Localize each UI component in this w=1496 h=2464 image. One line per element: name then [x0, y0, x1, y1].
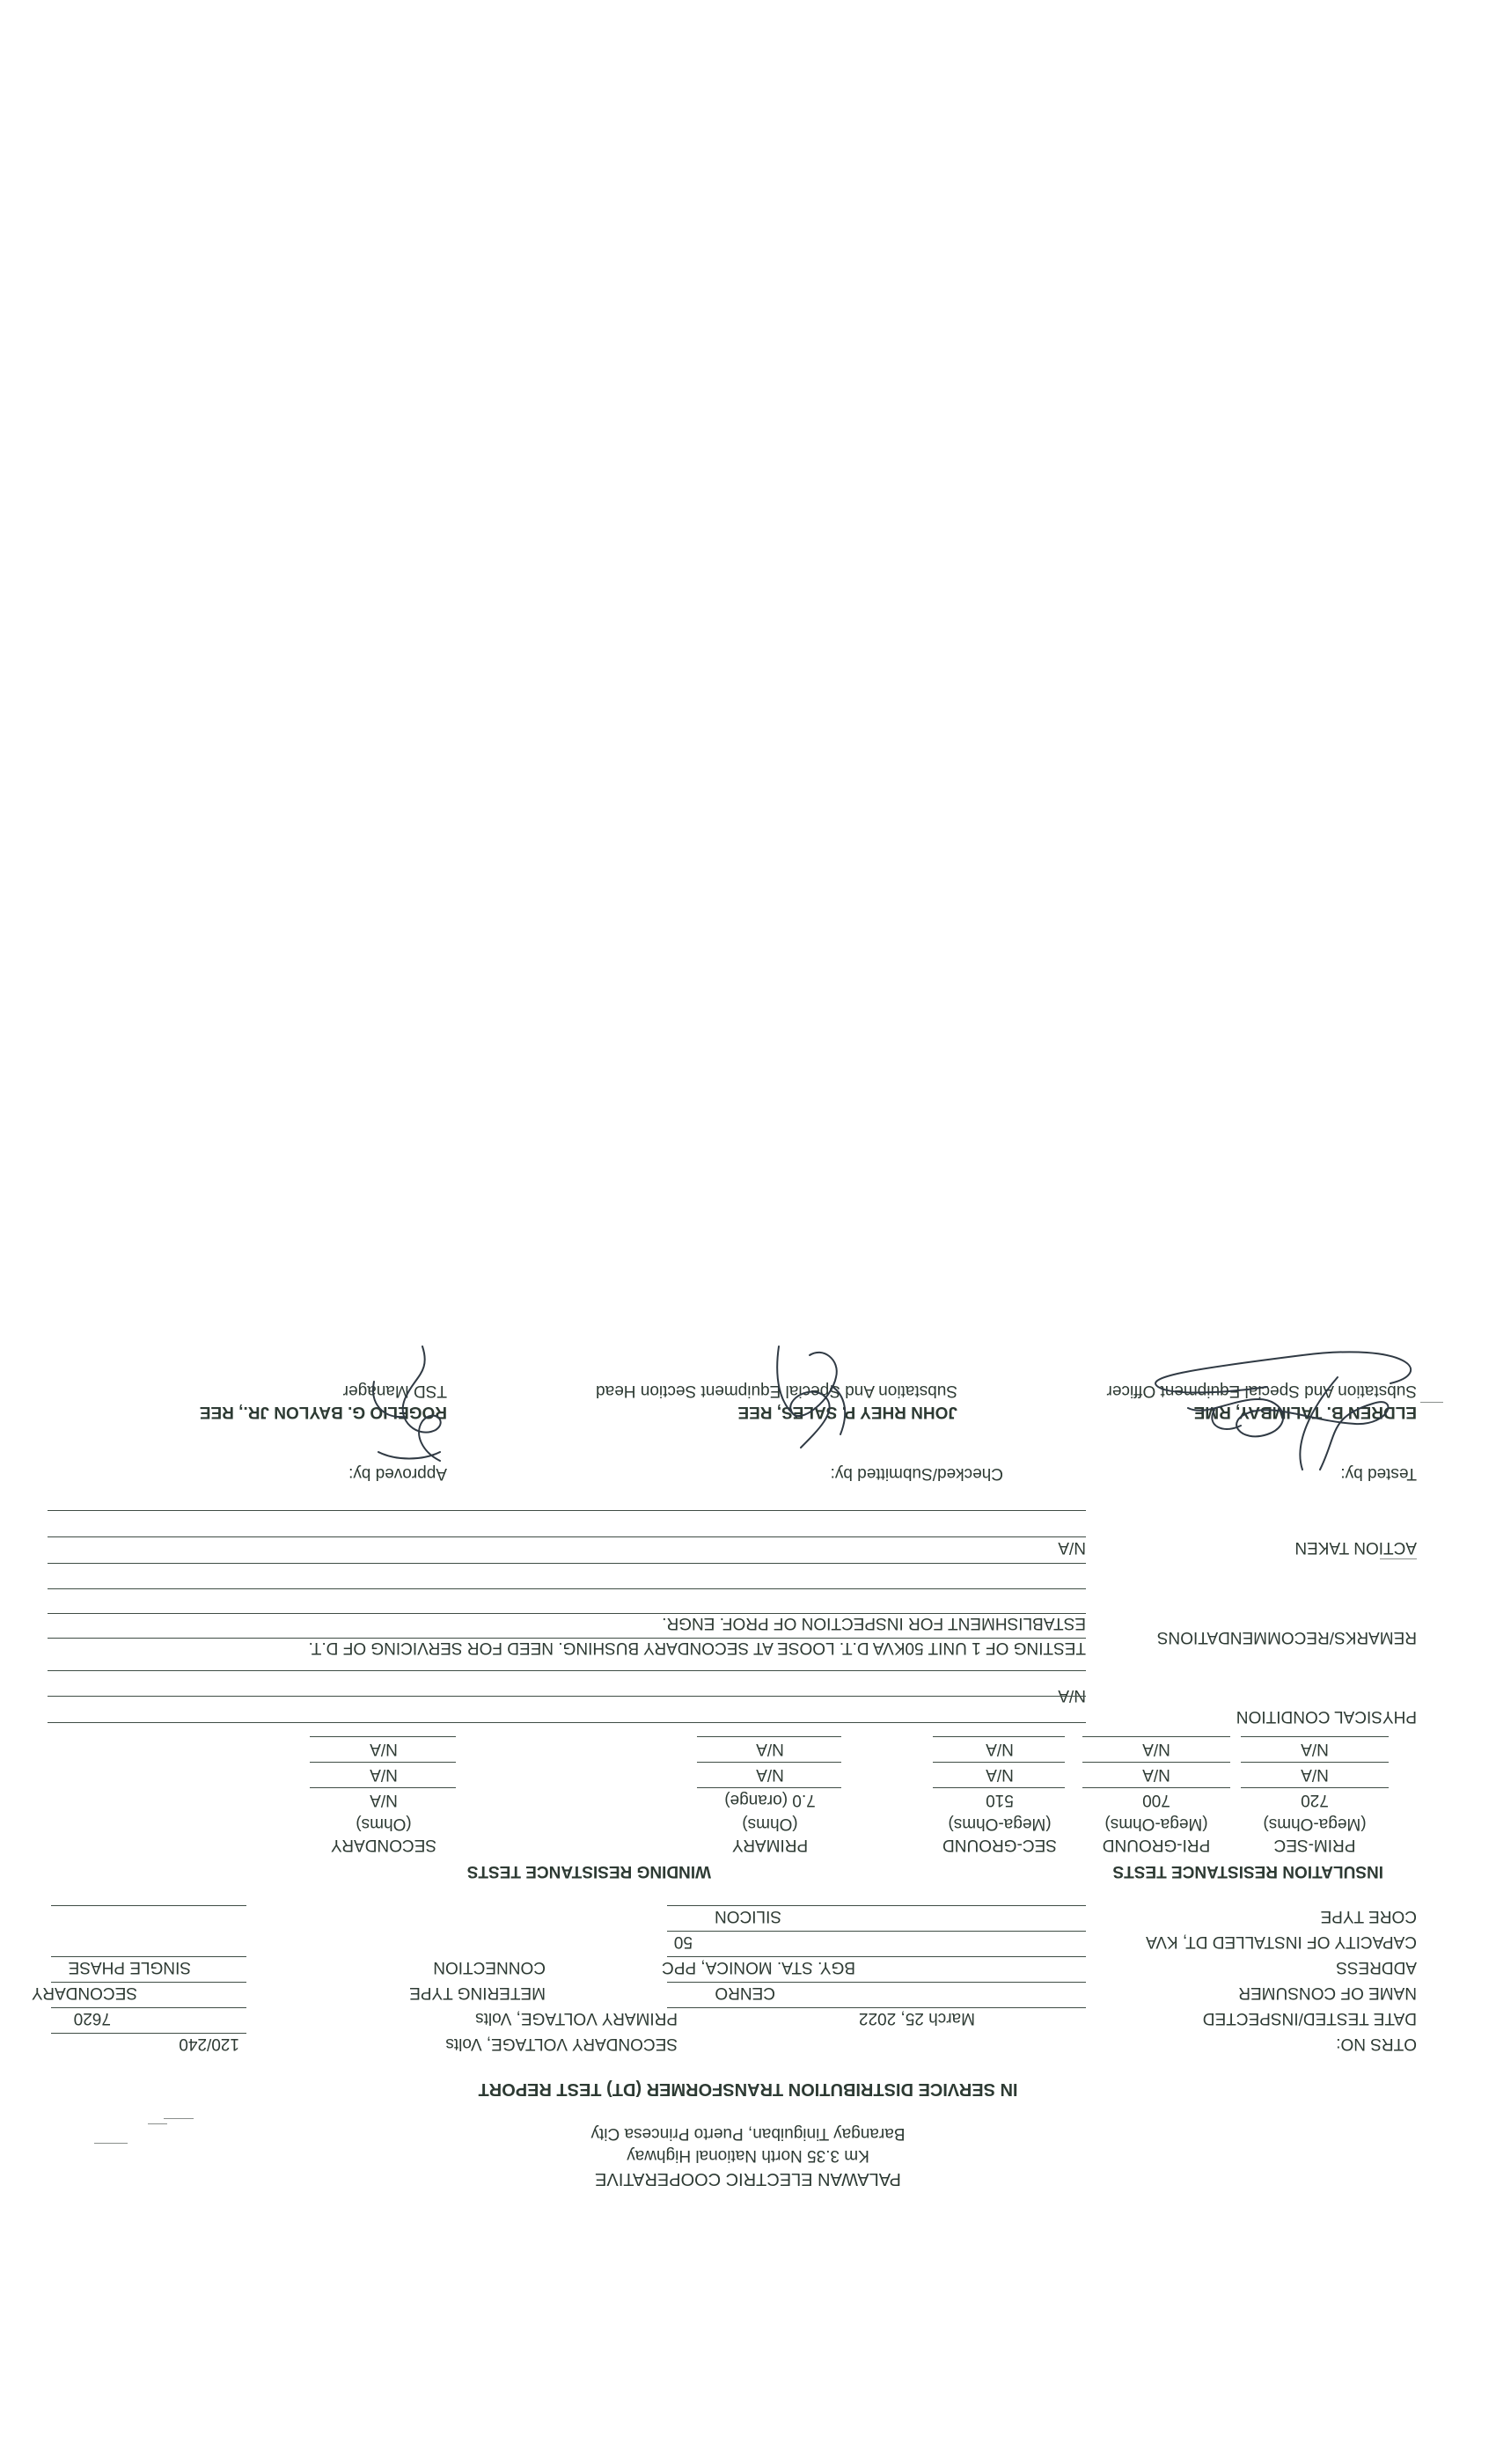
remarks-label: REMARKS/RECOMMENDATIONS [1156, 1628, 1417, 1646]
connection-value: SINGLE PHASE [68, 1958, 191, 1976]
metering-line [51, 1982, 246, 1983]
secondary-voltage-label: SECONDARY VOLTAGE, Volts [445, 2035, 678, 2053]
secondary-voltage-line [51, 2033, 246, 2034]
address-line [667, 1956, 1086, 1957]
ins-col2-line [1082, 1762, 1230, 1763]
physical-line [48, 1670, 1086, 1671]
wind-col1-line [697, 1736, 841, 1737]
ins-col2-value: 700 [1142, 1791, 1170, 1809]
date-line [667, 2007, 1086, 2008]
ins-col2-line [1082, 1787, 1230, 1788]
core-line [667, 1905, 1086, 1906]
capacity-value: 50 [673, 1932, 693, 1951]
ins-col1-unit: (Mega-Ohms) [1263, 1815, 1367, 1833]
action-value: N/A [1058, 1538, 1086, 1557]
scan-mark [148, 2123, 167, 2124]
scan-mark [1420, 1402, 1443, 1403]
wind-col2-line [310, 1736, 456, 1737]
action-label: ACTION TAKEN [1294, 1538, 1417, 1557]
primary-voltage-label: PRIMARY VOLTAGE, Volts [475, 2009, 678, 2028]
date-label: DATE TESTED/INSPECTED [1202, 2009, 1417, 2028]
winding-heading: WINDING RESISTANCE TESTS [466, 1862, 711, 1881]
wind-col2-value: N/A [370, 1791, 398, 1809]
wind-col1-value: N/A [756, 1765, 784, 1784]
ins-col2-line [1082, 1736, 1230, 1737]
wind-col2-unit: (Ohms) [356, 1815, 412, 1833]
ins-col1-value: N/A [1301, 1765, 1329, 1784]
otrs-label: OTRS NO: [1336, 2035, 1417, 2053]
remarks-line [48, 1588, 1086, 1589]
org-address-line2: Barangay Tiniguiban, Puerto Princesa City [590, 2124, 906, 2143]
ins-col2-value: N/A [1142, 1740, 1170, 1758]
wind-col2-value: N/A [370, 1740, 398, 1758]
connection-line [51, 1956, 246, 1957]
insulation-heading: INSULATION RESISTANCE TESTS [1112, 1862, 1383, 1881]
approved-by-title: TSD Manager [342, 1382, 447, 1400]
wind-col1-line [697, 1787, 841, 1788]
ins-col1-line [1241, 1787, 1389, 1788]
approved-by-name: ROGELIO G. BAYLON JR., REE [199, 1403, 447, 1421]
ins-col1-label: PRIM-SEC [1273, 1836, 1356, 1854]
capacity-line [667, 1931, 1086, 1932]
ins-col3-value: N/A [986, 1765, 1014, 1784]
wind-col2-line [310, 1762, 456, 1763]
physical-label: PHYSICAL CONDITION [1236, 1707, 1417, 1726]
wind-col1-value: N/A [756, 1740, 784, 1758]
connection-label: CONNECTION [433, 1958, 546, 1976]
ins-col1-value: 720 [1301, 1791, 1329, 1809]
ins-col2-label: PRI-GROUND [1102, 1836, 1211, 1854]
physical-line [48, 1696, 1086, 1697]
physical-value: N/A [1058, 1686, 1086, 1705]
address-value: BGY. STA. MONICA, PPC [662, 1958, 855, 1976]
tested-by-caption: Tested by: [1340, 1464, 1417, 1483]
consumer-line [667, 1982, 1086, 1983]
ins-col2-value: N/A [1142, 1765, 1170, 1784]
ins-col1-line [1241, 1736, 1389, 1737]
core-value: SILICON [714, 1907, 781, 1925]
ins-col3-unit: (Mega-Ohms) [948, 1815, 1052, 1833]
remarks-line [48, 1638, 1086, 1639]
action-line [48, 1563, 1086, 1564]
ins-col3-value: 510 [986, 1791, 1014, 1809]
physical-line [48, 1722, 1086, 1723]
action-line [48, 1510, 1086, 1511]
ins-col3-line [933, 1762, 1065, 1763]
remarks-line [48, 1613, 1086, 1614]
wind-col1-value: 7.0 (orange) [724, 1791, 816, 1809]
wind-col2-line [310, 1787, 456, 1788]
core-label: CORE TYPE [1320, 1907, 1417, 1925]
scan-mark [1380, 1558, 1417, 1559]
consumer-label: NAME OF CONSUMER [1238, 1984, 1417, 2002]
wind-col1-unit: (Ohms) [742, 1815, 798, 1833]
org-address-line1: Km 3.35 North National Highway [627, 2146, 869, 2165]
action-line [48, 1536, 1086, 1537]
ins-col3-line [933, 1787, 1065, 1788]
scan-mark [164, 2118, 194, 2119]
capacity-label: CAPACITY OF INSTALLED DT, KVA [1146, 1932, 1417, 1951]
primary-voltage-line [51, 2007, 246, 2008]
tested-by-name: ELDREN B. TALIMBAY, RME [1193, 1403, 1417, 1421]
wind-col2-value: N/A [370, 1765, 398, 1784]
date-value: March 25, 2022 [858, 2009, 975, 2028]
approved-by-caption: Approved by: [348, 1464, 447, 1483]
report-title: IN SERVICE DISTRIBUTION TRANSFORMER (DT) TEST REPORT [478, 2079, 1018, 2099]
wind-col1-line [697, 1762, 841, 1763]
checked-by-title: Substation And Special Equipment Section Head [596, 1382, 957, 1400]
primary-voltage-value: 7620 [73, 2009, 111, 2028]
ins-col3-line [933, 1736, 1065, 1737]
org-name: PALAWAN ELECTRIC COOPERATIVE [595, 2169, 901, 2189]
metering-value: SECONDARY [31, 1984, 137, 2002]
ins-col1-line [1241, 1762, 1389, 1763]
remarks-line1: TESTING OF 1 UNIT 50KVA D.T. LOOSE AT SECONDARY BUSHING. NEED FOR SERVICING OF D.T. [308, 1639, 1086, 1657]
wind-col2-label: SECONDARY [331, 1836, 437, 1854]
wind-col1-label: PRIMARY [731, 1836, 809, 1854]
consumer-value: CENRO [715, 1984, 775, 2002]
scan-mark [94, 2143, 128, 2144]
address-label: ADDRESS [1336, 1958, 1417, 1976]
ins-col1-value: N/A [1301, 1740, 1329, 1758]
ins-col3-value: N/A [986, 1740, 1014, 1758]
checked-by-name: JOHN RHEY P. SALES, REE [737, 1403, 957, 1421]
metering-label: METERING TYPE [409, 1984, 546, 2002]
ins-col2-unit: (Mega-Ohms) [1104, 1815, 1208, 1833]
ins-col3-label: SEC-GROUND [942, 1836, 1057, 1854]
checked-by-caption: Checked/Submitted by: [830, 1464, 1003, 1483]
blank-line [51, 1905, 246, 1906]
remarks-line2: ESTABLISHMENT FOR INSPECTION OF PROF. ENGR. [662, 1614, 1086, 1632]
tested-by-title: Substation And Special Equipment Officer [1106, 1382, 1417, 1400]
secondary-voltage-value: 120/240 [179, 2035, 239, 2053]
